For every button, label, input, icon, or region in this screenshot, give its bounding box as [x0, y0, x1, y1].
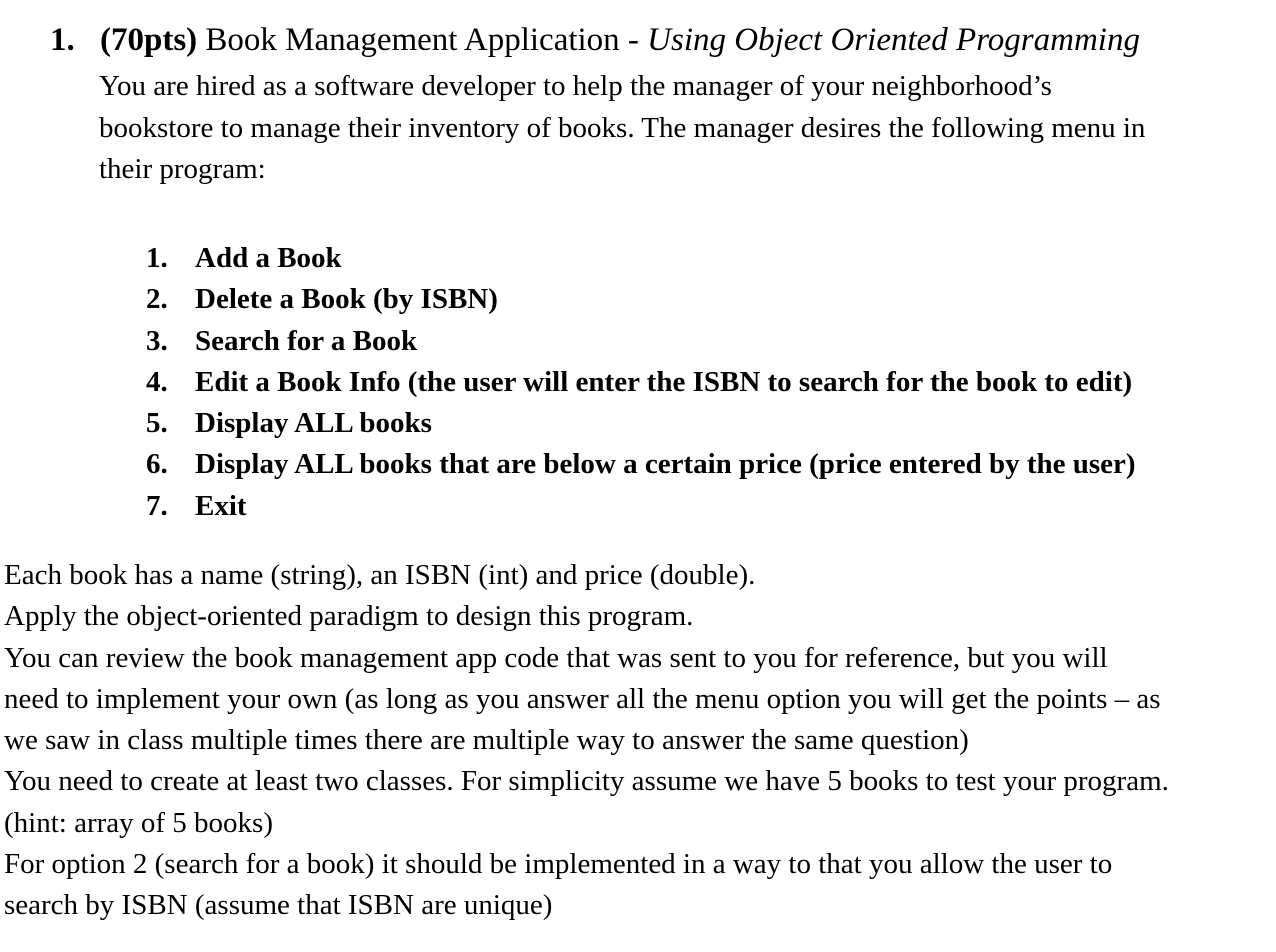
menu-item-add-book: [146, 238, 1136, 279]
menu-item-display-below-price: [146, 444, 1136, 485]
requirements-line: search by ISBN (assume that ISBN are unique): [4, 889, 553, 922]
question-points: (70pts): [100, 22, 198, 58]
menu-item-label: Delete a Book (by ISBN): [195, 283, 498, 316]
intro-paragraph: [99, 66, 1269, 191]
menu-item-number: 5.: [146, 407, 168, 440]
menu-item-label: Display ALL books that are below a certain price (price entered by the user): [195, 448, 1136, 481]
requirements-line: You can review the book management app code that was sent to you for reference, but you will: [4, 641, 1108, 674]
requirements-line: (hint: array of 5 books): [4, 806, 273, 839]
menu-item-number: 2.: [146, 283, 168, 316]
menu-item-number: 4.: [146, 365, 168, 398]
requirements-line: we saw in class multiple times there are multiple way to answer the same question): [4, 724, 969, 757]
menu-item-number: 6.: [146, 448, 168, 481]
menu-item-label: Edit a Book Info (the user will enter the ISBN to search for the book to edit): [195, 365, 1133, 398]
menu-item-display-all: [146, 403, 1136, 444]
question-subtitle: Using Object Oriented Programming: [647, 22, 1140, 58]
requirements-line: need to implement your own (as long as you answer all the menu option you will get the points – as: [4, 682, 1161, 715]
menu-item-number: 7.: [146, 489, 168, 522]
requirements-line: Apply the object-oriented paradigm to design this program.: [4, 600, 694, 633]
menu-item-exit: [146, 486, 1136, 527]
intro-line: their program:: [99, 153, 266, 185]
requirements-line: Each book has a name (string), an ISBN (int) and price (double).: [4, 559, 756, 591]
question-heading: [50, 18, 1140, 62]
menu-item-delete-book: [146, 279, 1136, 320]
menu-item-number: 1.: [146, 242, 168, 274]
question-number: 1.: [50, 22, 75, 58]
menu-item-label: Search for a Book: [195, 324, 418, 357]
menu-item-label: Display ALL books: [195, 407, 432, 440]
requirements-line: You need to create at least two classes. For simplicity assume we have 5 books to test your program.: [4, 765, 1169, 798]
requirements-line: For option 2 (search for a book) it should be implemented in a way to that you allow the user to: [4, 848, 1113, 881]
question-title: Book Management Application -: [205, 22, 639, 58]
requirements-paragraph: [4, 555, 1272, 927]
menu-item-search-book: [146, 321, 1136, 362]
menu-item-edit-book: [146, 362, 1136, 403]
intro-line: You are hired as a software developer to help the manager of your neighborhood’s: [99, 70, 1052, 102]
intro-line: bookstore to manage their inventory of books. The manager desires the following menu in: [99, 111, 1146, 144]
menu-list: [146, 238, 1136, 527]
menu-item-label: Add a Book: [195, 242, 342, 274]
menu-item-label: Exit: [195, 489, 247, 522]
menu-item-number: 3.: [146, 324, 168, 357]
